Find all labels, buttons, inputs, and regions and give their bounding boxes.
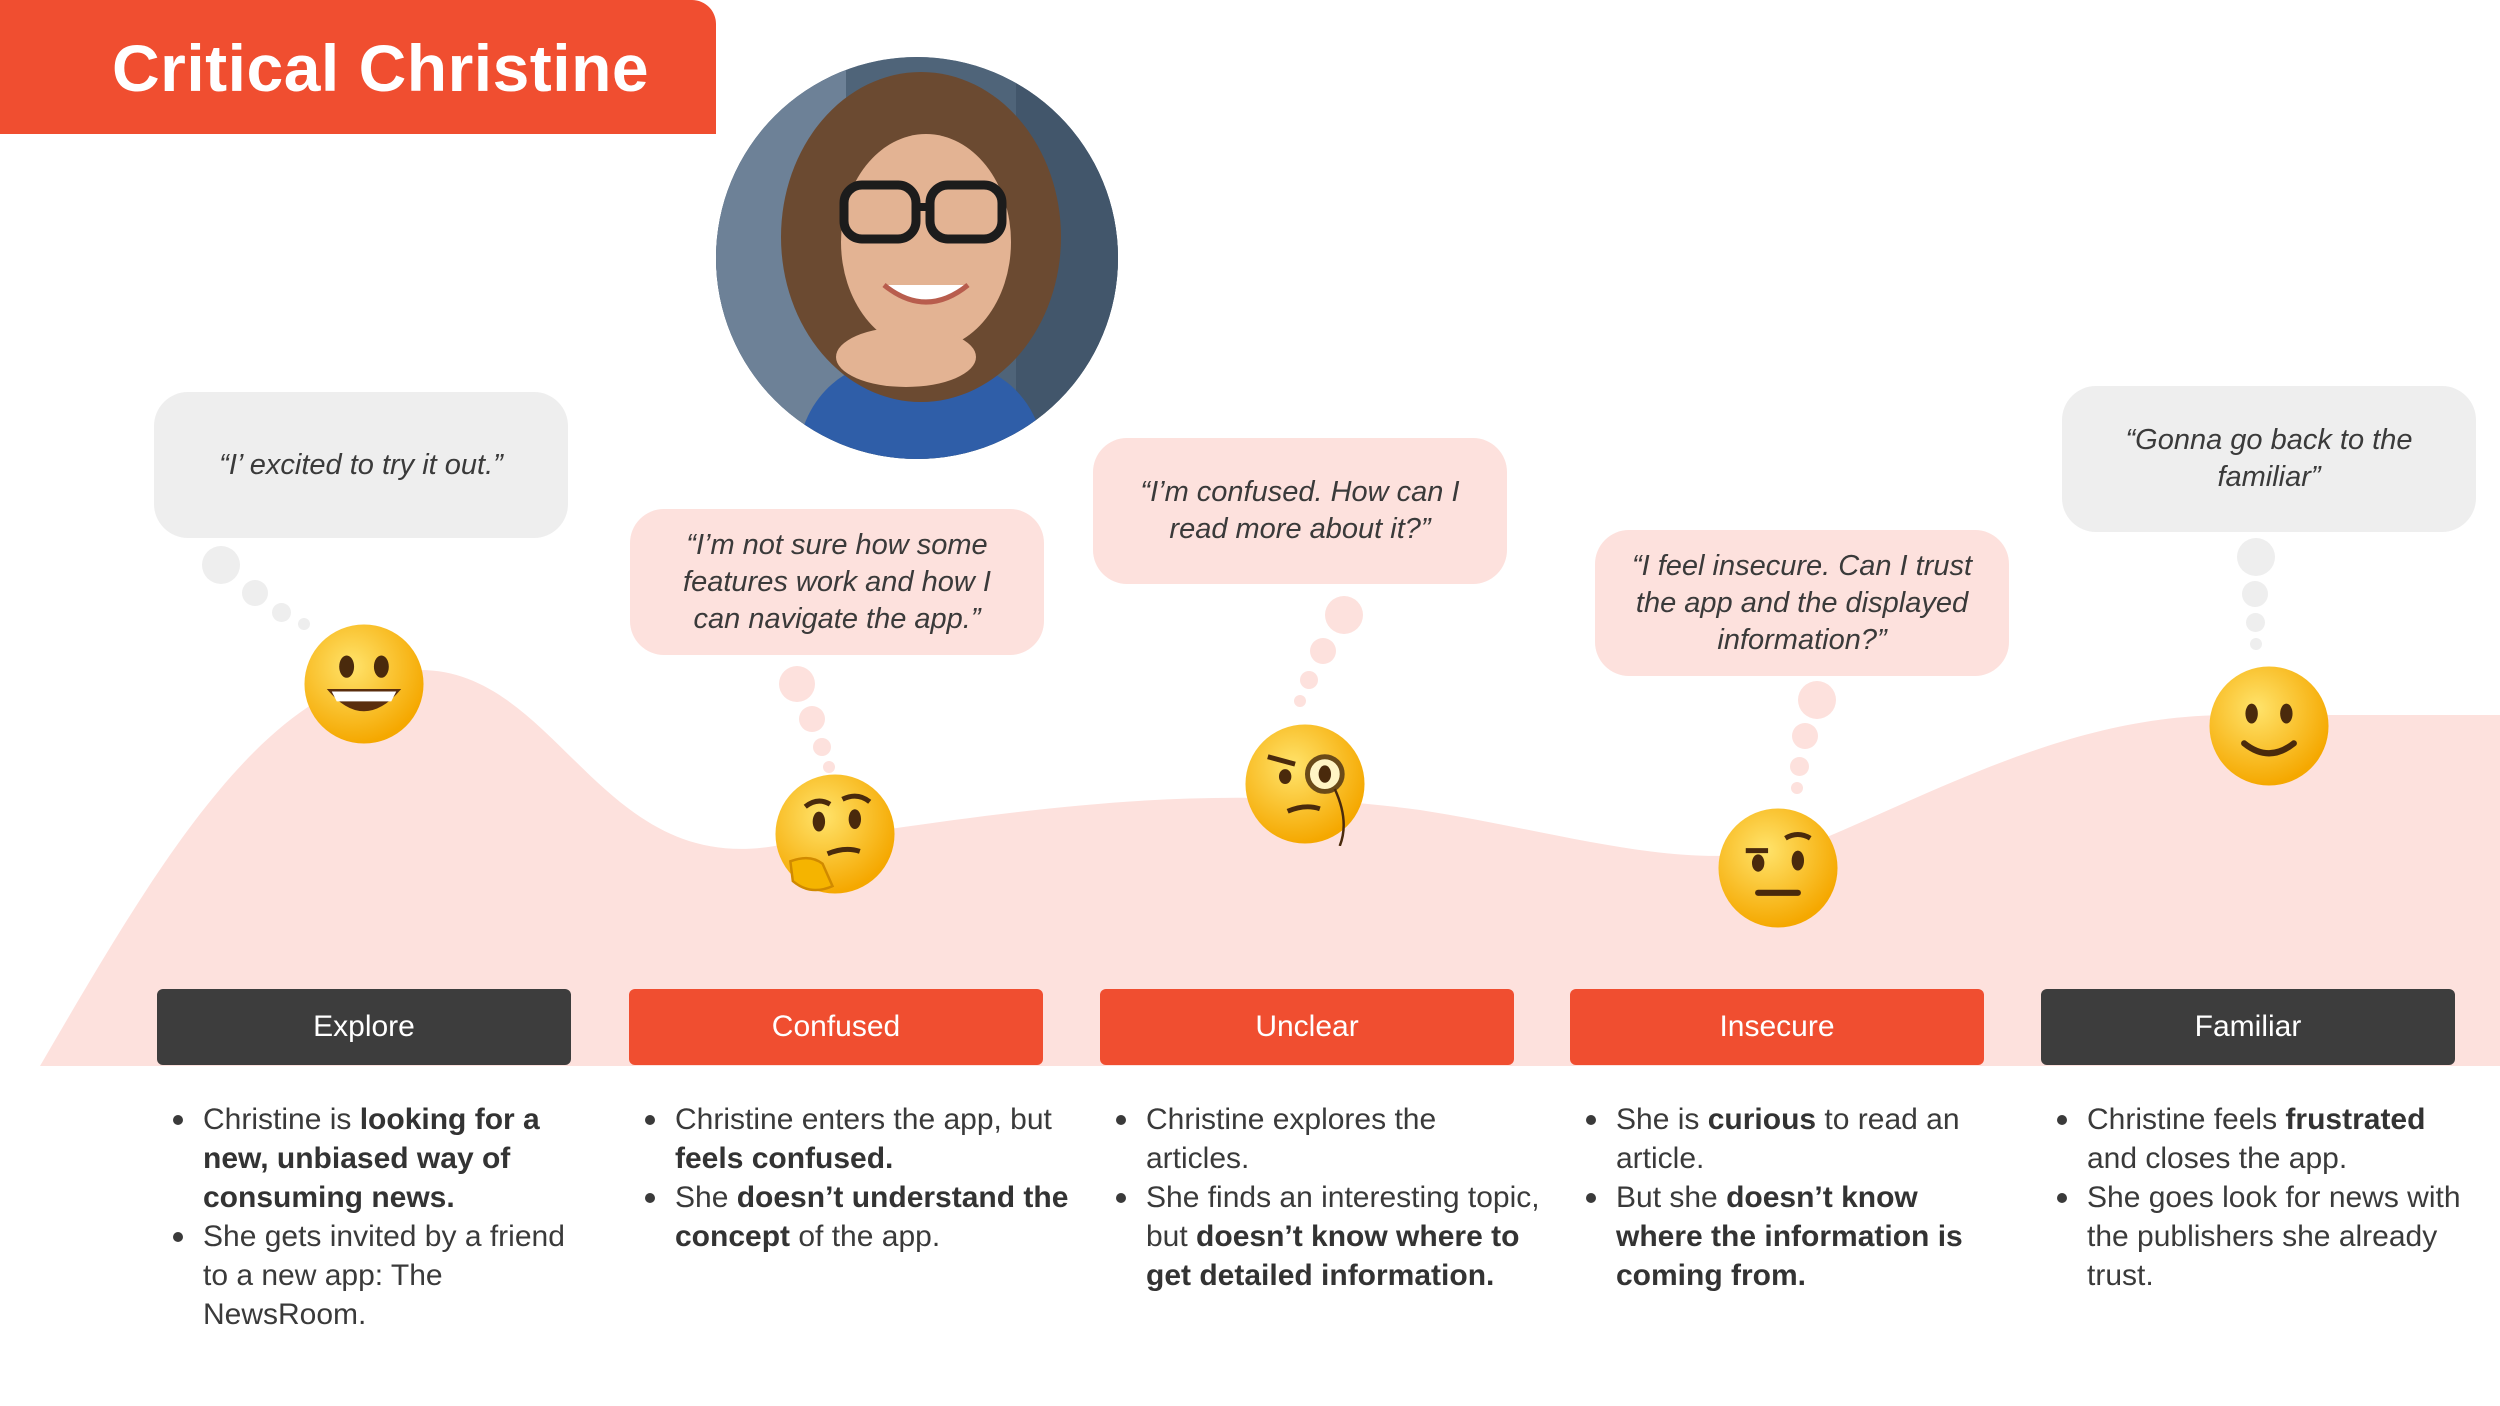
persona-avatar [716, 57, 1118, 459]
note-item: But she doesn’t know where the information is coming from. [1616, 1178, 2011, 1295]
thought-dot [1325, 596, 1363, 634]
thought-dot [779, 666, 815, 702]
monocle-face-icon [1243, 722, 1367, 846]
stage-label-insecure: Insecure [1570, 989, 1984, 1065]
note-item: Christine explores the articles. [1146, 1100, 1541, 1178]
quote-bubble-familiar: “Gonna go back to the familiar” [2062, 386, 2476, 532]
note-item: She gets invited by a friend to a new app: The NewsRoom. [203, 1217, 598, 1334]
quote-bubble-unclear: “I’m confused. How can I read more about it?” [1093, 438, 1507, 584]
note-item: She finds an interesting topic, but doesn’t know where to get detailed information. [1146, 1178, 1541, 1295]
stage-notes-confused [630, 1100, 1070, 1256]
thought-dot [813, 738, 831, 756]
quote-bubble-insecure: “I feel insecure. Can I trust the app and the displayed information?” [1595, 530, 2009, 676]
stage-notes-unclear [1101, 1100, 1541, 1295]
thought-dot [1790, 757, 1809, 776]
thought-dot [1791, 782, 1803, 794]
thought-dot [2242, 581, 2268, 607]
persona-photo [716, 57, 1118, 459]
thought-dot [2246, 613, 2265, 632]
thought-dot [272, 603, 291, 622]
thought-dot [1792, 723, 1818, 749]
note-item: She is curious to read an article. [1616, 1100, 2011, 1178]
stage-notes-explore [158, 1100, 598, 1334]
quote-bubble-explore: “I’ excited to try it out.” [154, 392, 568, 538]
stage-notes-familiar [2042, 1100, 2482, 1295]
slightly-smiling-face-icon [2207, 664, 2331, 788]
thinking-face-icon [773, 772, 897, 896]
thought-dot [2250, 638, 2262, 650]
quote-bubble-confused: “I’m not sure how some features work and how I can navigate the app.” [630, 509, 1044, 655]
persona-name: Critical Christine [112, 31, 650, 105]
stage-label-confused: Confused [629, 989, 1043, 1065]
note-item: She doesn’t understand the concept of the app. [675, 1178, 1070, 1256]
raised-eyebrow-face-icon [1716, 806, 1840, 930]
thought-dot [242, 580, 268, 606]
stage-label-unclear: Unclear [1100, 989, 1514, 1065]
thought-dot [2237, 538, 2275, 576]
thought-dot [1798, 681, 1836, 719]
thought-dot [1310, 638, 1336, 664]
note-item: Christine enters the app, but feels confused. [675, 1100, 1070, 1178]
note-item: Christine feels frustrated and closes the app. [2087, 1100, 2482, 1178]
thought-dot [202, 546, 240, 584]
stage-notes-insecure [1571, 1100, 2011, 1295]
stage-label-familiar: Familiar [2041, 989, 2455, 1065]
grinning-face-icon [302, 622, 426, 746]
note-item: She goes look for news with the publishers she already trust. [2087, 1178, 2482, 1295]
thought-dot [1294, 695, 1306, 707]
thought-dot [1300, 671, 1318, 689]
stage-label-explore: Explore [157, 989, 571, 1065]
thought-dot [799, 706, 825, 732]
note-item: Christine is looking for a new, unbiased way of consuming news. [203, 1100, 598, 1217]
